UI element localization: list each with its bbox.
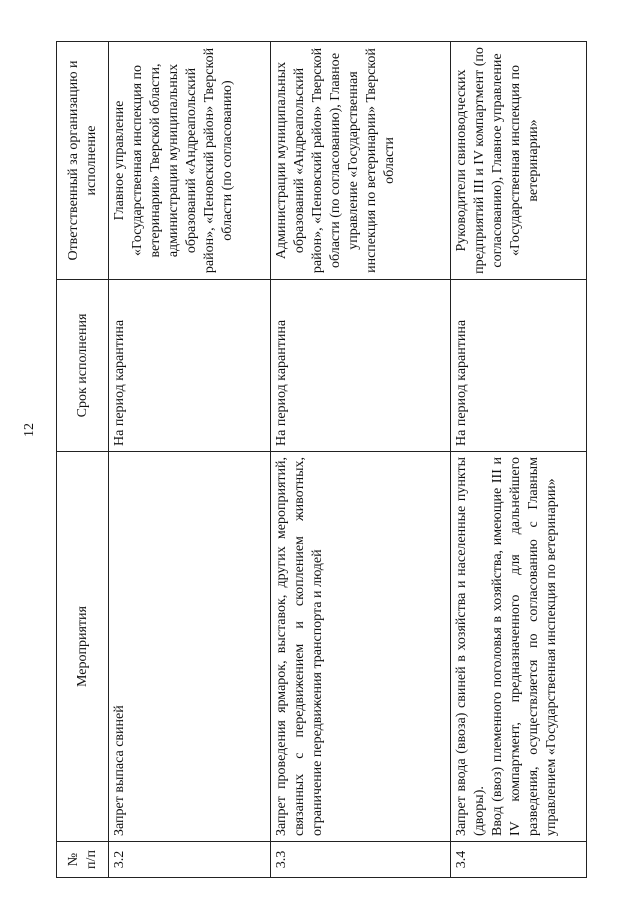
rotated-table-container bbox=[56, 42, 586, 878]
header-measures: Мероприятия bbox=[57, 452, 109, 842]
row-responsible: Руководители свиноводческих предприятий III и IV компартмент (по согласованию), Главное управление «Государственная инспекция по ветеринарии» bbox=[451, 42, 587, 280]
row-responsible: Администрации муниципальных образований «Андреапольский район», «Пеновский район» Тверской области (по согласованию), Главное управление «Государственная инспекция по ветеринарии» Тверской области bbox=[271, 42, 451, 280]
row-responsible: Главное управление «Государственная инспекция по ветеринарии» Тверской области, администрации муниципальных образований «Андреапольский район», «Пеновский район» Тверской области (по согласованию) bbox=[109, 42, 271, 280]
row-measures bbox=[271, 452, 451, 842]
table-row bbox=[271, 42, 451, 878]
header-term: Срок исполнения bbox=[57, 280, 109, 452]
measure-text: Ввод (ввоз) племенного поголовья в хозяйства, имеющие III и IV компартмент, предназначенного для дальнейшего разведения, осуществляется по согласованию с Главным управлением «Государственная инспекция по ветеринарии» bbox=[490, 457, 559, 836]
row-term: На период карантина bbox=[271, 280, 451, 452]
measure-text: Запрет ввода (ввоза) свиней в хозяйства и населенные пункты (дворы). bbox=[454, 457, 487, 836]
header-responsible: Ответственный за организацию и исполнение bbox=[57, 42, 109, 280]
table-header-row bbox=[57, 42, 109, 878]
row-measures bbox=[451, 452, 587, 842]
page-number: 12 bbox=[22, 423, 37, 437]
row-number: 3.4 bbox=[451, 842, 587, 878]
measure-text: Запрет выпаса свиней bbox=[112, 705, 127, 836]
row-term: На период карантина bbox=[451, 280, 587, 452]
measures-table bbox=[56, 41, 587, 878]
table-row bbox=[109, 42, 271, 878]
row-number: 3.2 bbox=[109, 842, 271, 878]
row-term: На период карантина bbox=[109, 280, 271, 452]
row-number: 3.3 bbox=[271, 842, 451, 878]
row-measures bbox=[109, 452, 271, 842]
table-row bbox=[451, 42, 587, 878]
measure-text: Запрет проведения ярмарок, выставок, других мероприятий, связанных с передвижением и скоплением животных, ограничение передвижения транспорта и людей bbox=[274, 457, 325, 836]
header-num: № п/п bbox=[57, 842, 109, 878]
